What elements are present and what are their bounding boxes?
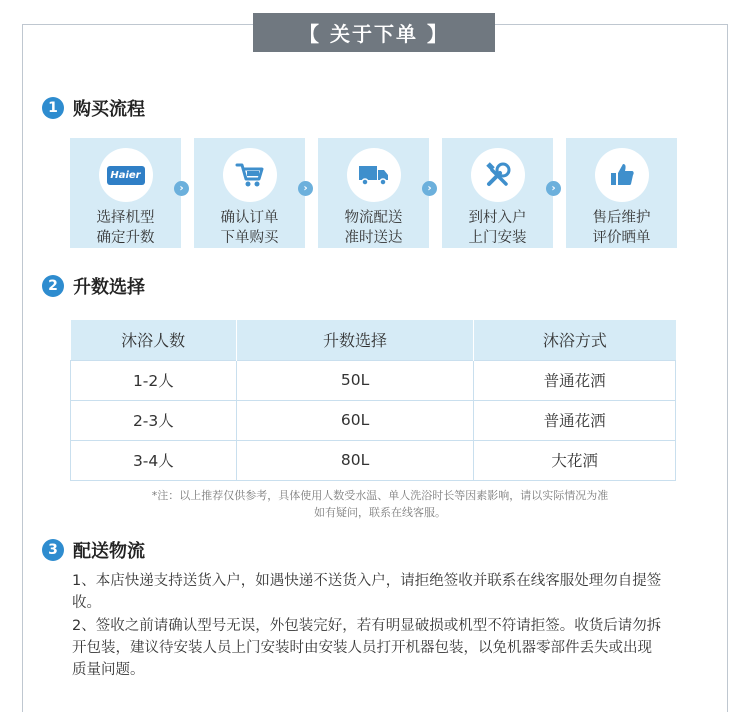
- step-label: 下单购买: [220, 230, 279, 246]
- table-row: [71, 360, 676, 400]
- step-label: 准时送达: [344, 230, 403, 246]
- step-label: 评价晒单: [592, 230, 651, 246]
- step-installation: [442, 138, 553, 248]
- section-header-purchase-flow: [42, 95, 145, 121]
- table-cell: 3-4人: [71, 440, 237, 480]
- chevron-right-icon: ›: [546, 181, 561, 196]
- step-label: 确定升数: [96, 230, 155, 246]
- step-label: 确认订单: [220, 210, 279, 226]
- section-header-delivery: [42, 537, 145, 563]
- delivery-paragraph-1: 1、本店快递支持送货入户，如遇快递不送货入户，请拒绝签收并联系在线客服处理勿自提签收。: [72, 573, 662, 611]
- table-cell: 普通花洒: [474, 400, 676, 440]
- step-label: 到村入户: [468, 210, 527, 226]
- shopping-cart-icon: [235, 161, 265, 189]
- table-row: [71, 400, 676, 440]
- recommendation-note: [100, 487, 660, 521]
- section-number: 1: [42, 97, 64, 119]
- step-after-sales: [566, 138, 677, 248]
- table-cell: 1-2人: [71, 360, 237, 400]
- step-confirm-order: [194, 138, 305, 248]
- step-choose-model: [70, 138, 181, 248]
- section-number: 2: [42, 275, 64, 297]
- table-cell: 50L: [236, 360, 474, 400]
- table-cell: 60L: [236, 400, 474, 440]
- step-label: 选择机型: [96, 210, 155, 226]
- chevron-right-icon: ›: [298, 181, 313, 196]
- table-header-row: [71, 320, 676, 360]
- tools-icon: [484, 161, 512, 189]
- thumbs-up-icon: [608, 161, 636, 189]
- step-label: 上门安装: [468, 230, 527, 246]
- table-cell: 2-3人: [71, 400, 237, 440]
- section-number: 3: [42, 539, 64, 561]
- chevron-right-icon: ›: [422, 181, 437, 196]
- table-cell: 大花洒: [474, 440, 676, 480]
- table-cell: 普通花洒: [474, 360, 676, 400]
- section-title: 升数选择: [73, 277, 145, 298]
- section-title: 配送物流: [73, 541, 145, 562]
- note-line: 如有疑问，联系在线客服。: [314, 506, 446, 519]
- table-cell: 80L: [236, 440, 474, 480]
- column-header: 沐浴人数: [71, 320, 237, 360]
- capacity-table: [70, 320, 676, 481]
- section-title: 购买流程: [73, 99, 145, 120]
- note-line: *注：以上推荐仅供参考，具体使用人数受水温、单人洗浴时长等因素影响，请以实际情况为准: [151, 489, 609, 502]
- haier-logo-icon: Haier: [107, 166, 145, 185]
- chevron-right-icon: ›: [174, 181, 189, 196]
- step-label: 物流配送: [344, 210, 403, 226]
- step-logistics: [318, 138, 429, 248]
- step-label: 售后维护: [592, 210, 651, 226]
- page-title: 【 关于下单 】: [253, 13, 495, 52]
- column-header: 升数选择: [236, 320, 474, 360]
- purchase-steps: [70, 138, 678, 248]
- section-header-capacity: [42, 273, 145, 299]
- delivery-truck-icon: [358, 163, 390, 187]
- table-row: [71, 440, 676, 480]
- delivery-paragraph-2: 2、签收之前请确认型号无误，外包装完好，若有明显破损或机型不符请拒签。收货后请勿拆开包装，建议待安装人员上门安装时由安装人员打开机器包装，以免机器零部件丢失或出现质量问题。: [72, 618, 662, 678]
- column-header: 沐浴方式: [474, 320, 676, 360]
